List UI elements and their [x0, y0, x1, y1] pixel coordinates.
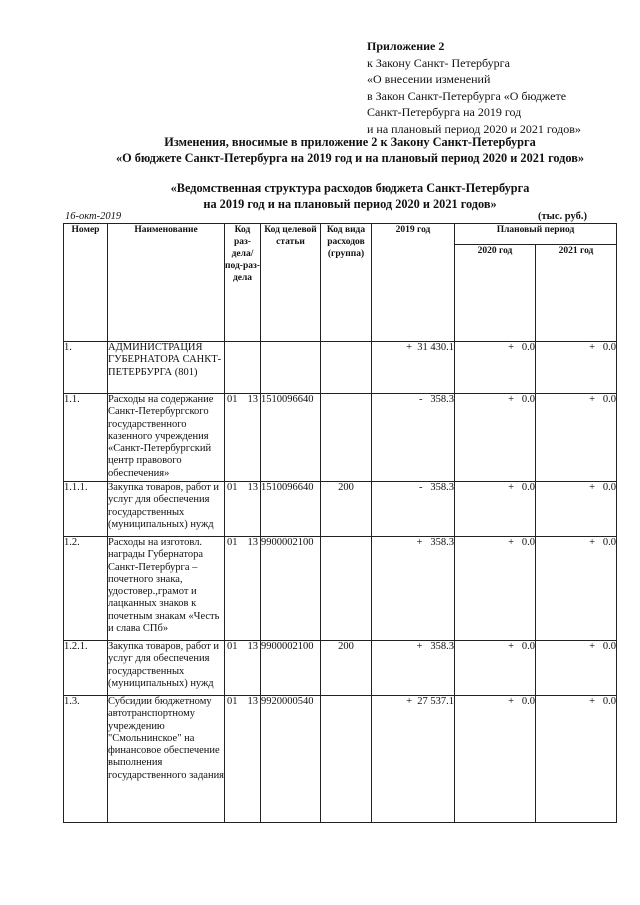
row-article: 9900002100 [261, 537, 321, 641]
row-value-2020: + 0.0 [455, 537, 536, 641]
row-expense-type: 200 [321, 641, 372, 696]
row-razdel [225, 482, 261, 537]
row-number: 1.1. [64, 394, 108, 482]
header-razdel: Код раз-дела/ под-раз-дела [225, 224, 261, 342]
row-value-2019: - 358.3 [372, 482, 455, 537]
row-value-2019: + 31 430.1 [372, 342, 455, 394]
changes-title-line1: Изменения, вносимые в приложение 2 к Закону Санкт-Петербурга [164, 135, 536, 149]
header-2020: 2020 год [455, 245, 536, 342]
subrazdel-code: 13 [247, 641, 258, 652]
row-name: Расходы на изготовл. награды Губернатора Санкт-Петербурга – почетного знака, удостовер.,грамот и лацканных знаков к почетным знакам «Честь и слава СПб» [108, 537, 225, 641]
header-2021: 2021 год [536, 245, 617, 342]
row-value-2020: + 0.0 [455, 394, 536, 482]
structure-title-line2: на 2019 год и на плановый период 2020 и 2021 годов» [203, 197, 497, 211]
appendix-block [367, 38, 581, 137]
row-razdel [225, 696, 261, 823]
razdel-code: 01 [227, 696, 238, 707]
row-article: 1510096640 [261, 482, 321, 537]
row-article [261, 342, 321, 394]
appendix-line: к Закону Санкт- Петербурга [367, 55, 510, 70]
header-name: Наименование [108, 224, 225, 342]
row-value-2020: + 0.0 [455, 641, 536, 696]
structure-title-line1: «Ведомственная структура расходов бюджета Санкт-Петербурга [170, 181, 530, 195]
razdel-code: 01 [227, 394, 238, 405]
row-article: 1510096640 [261, 394, 321, 482]
row-number: 1.2. [64, 537, 108, 641]
subrazdel-code: 13 [247, 696, 258, 707]
table-row [64, 537, 617, 641]
row-value-2019: + 358.3 [372, 641, 455, 696]
razdel-code: 01 [227, 482, 238, 493]
row-value-2021: + 0.0 [536, 641, 617, 696]
header-planning-period: Плановый период [455, 224, 617, 245]
row-value-2021: + 0.0 [536, 394, 617, 482]
row-razdel [225, 342, 261, 394]
appendix-line: Санкт-Петербурга на 2019 год [367, 105, 522, 119]
table-row [64, 641, 617, 696]
table-row [64, 696, 617, 823]
row-number: 1.2.1. [64, 641, 108, 696]
row-value-2019: + 27 537.1 [372, 696, 455, 823]
changes-title-line2: «О бюджете Санкт-Петербурга на 2019 год и на плановый период 2020 и 2021 годов» [115, 151, 585, 165]
row-expense-type [321, 394, 372, 482]
row-article: 9920000540 [261, 696, 321, 823]
header-number: Номер [64, 224, 108, 342]
row-value-2020: + 0.0 [455, 696, 536, 823]
subrazdel-code: 13 [247, 394, 258, 405]
row-razdel [225, 537, 261, 641]
header-article: Код целевой статьи [261, 224, 321, 342]
row-name: Расходы на содержание Санкт-Петербургского государственного казенного учреждения «Санкт-Петербургский центр правового обеспечения» [108, 394, 225, 482]
appendix-line: «О внесении изменений [367, 72, 491, 86]
document-date: 16-окт-2019 [65, 211, 122, 222]
razdel-code: 01 [227, 537, 238, 548]
table-row [64, 342, 617, 394]
row-value-2021: + 0.0 [536, 482, 617, 537]
structure-title [60, 180, 640, 212]
appendix-line: в Закон Санкт-Петербурга «О бюджете [367, 88, 567, 103]
row-number: 1.3. [64, 696, 108, 823]
row-value-2021: + 0.0 [536, 537, 617, 641]
row-name: Закупка товаров, работ и услуг для обеспечения государственных (муниципальных) нужд [108, 482, 225, 537]
expenditure-table [63, 223, 617, 823]
row-expense-type [321, 696, 372, 823]
row-name: Закупка товаров, работ и услуг для обеспечения государственных (муниципальных) нужд [108, 641, 225, 696]
subrazdel-code: 13 [247, 482, 258, 493]
row-expense-type [321, 537, 372, 641]
subrazdel-code: 13 [247, 537, 258, 548]
row-expense-type [321, 342, 372, 394]
header-2019: 2019 год [372, 224, 455, 342]
header-expense-type: Код вида расходов (группа) [321, 224, 372, 342]
row-razdel [225, 394, 261, 482]
changes-title [60, 134, 640, 166]
row-value-2020: + 0.0 [455, 482, 536, 537]
row-name: Субсидии бюджетному автотранспортному учреждению "Смольнинское" на финансовое обеспечение выполнения государственного задания [108, 696, 225, 823]
appendix-title: Приложение 2 [367, 39, 445, 53]
row-number: 1. [64, 342, 108, 394]
row-name: АДМИНИСТРАЦИЯ ГУБЕРНАТОРА САНКТ-ПЕТЕРБУРГА (801) [108, 342, 225, 394]
row-razdel [225, 641, 261, 696]
row-expense-type: 200 [321, 482, 372, 537]
appendix-line: и на плановый период 2020 и 2021 годов» [367, 121, 581, 136]
row-value-2019: + 358.3 [372, 537, 455, 641]
row-value-2019: - 358.3 [372, 394, 455, 482]
razdel-code: 01 [227, 641, 238, 652]
row-value-2020: + 0.0 [455, 342, 536, 394]
units-label: (тыс. руб.) [538, 211, 587, 222]
table-row [64, 394, 617, 482]
row-number: 1.1.1. [64, 482, 108, 537]
row-value-2021: + 0.0 [536, 342, 617, 394]
table-row [64, 482, 617, 537]
row-value-2021: + 0.0 [536, 696, 617, 823]
row-article: 9900002100 [261, 641, 321, 696]
